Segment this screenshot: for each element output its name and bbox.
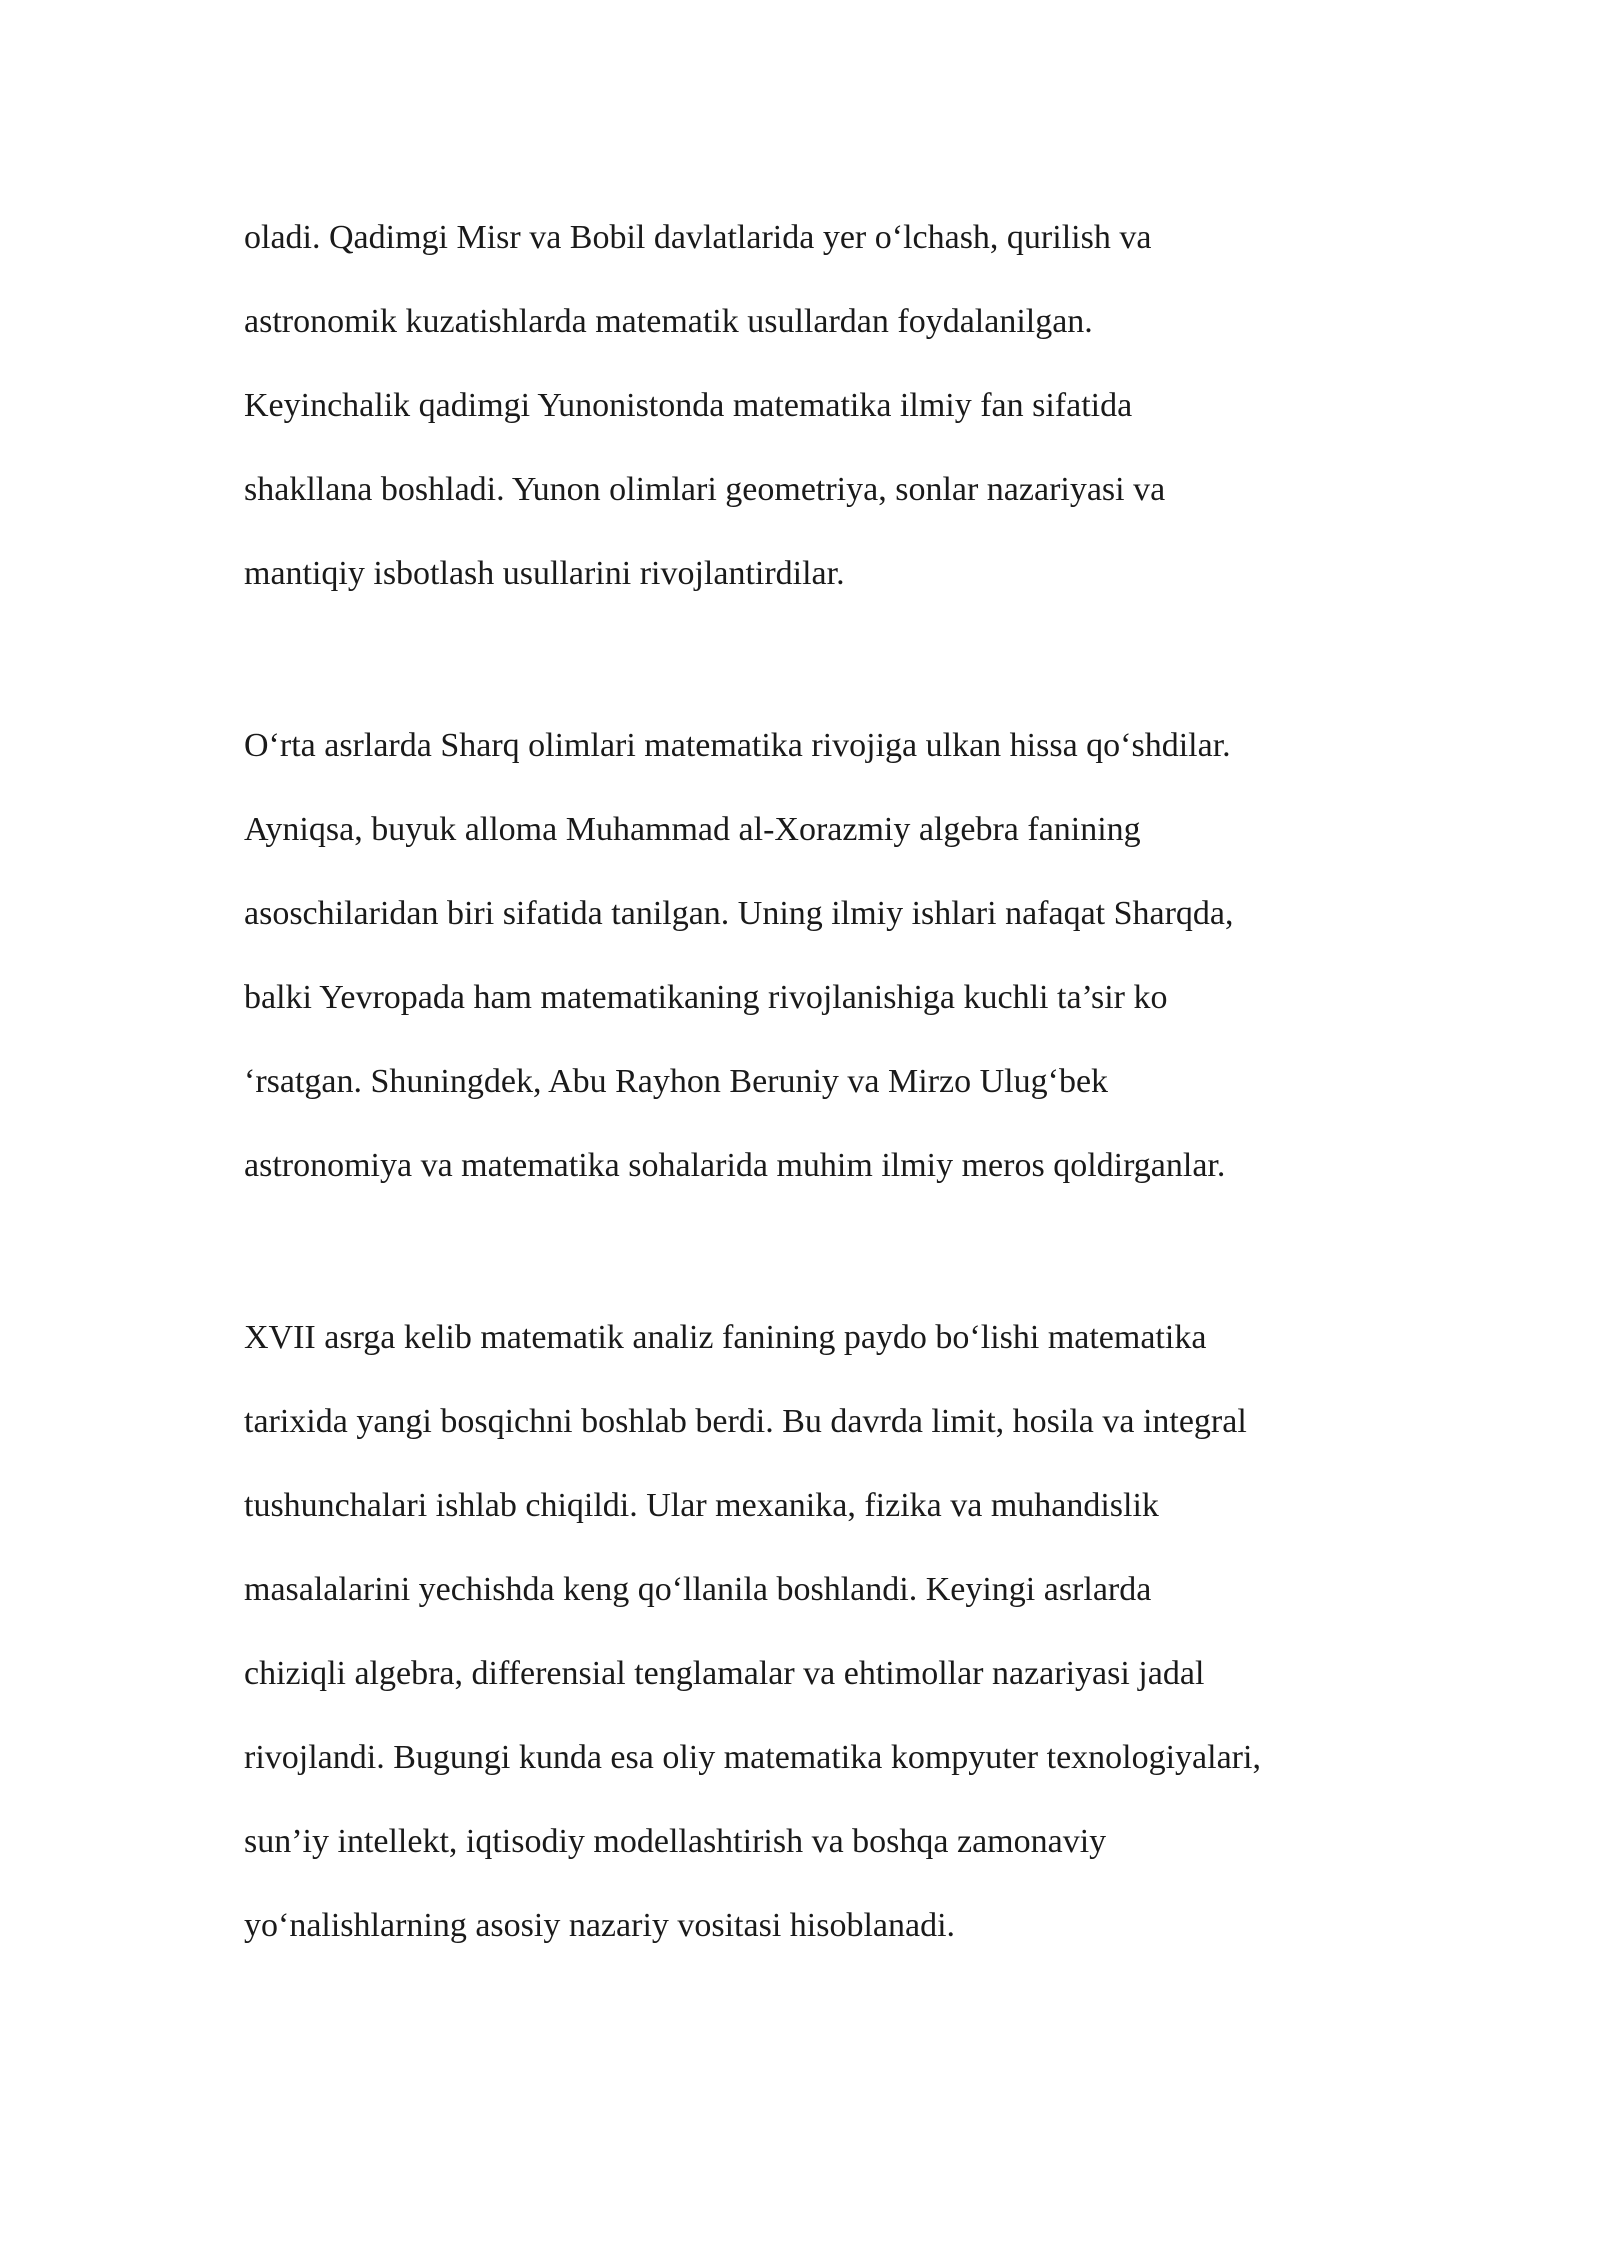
text-line: XVII asrga kelib matematik analiz fanining paydo bo‘lishi matematika — [244, 1319, 1207, 1356]
text-line: rivojlandi. Bugungi kunda esa oliy matematika kompyuter texnologiyalari, — [244, 1739, 1261, 1776]
text-line: sun’iy intellekt, iqtisodiy modellashtirish va boshqa zamonaviy — [244, 1823, 1107, 1860]
text-line: oladi. Qadimgi Misr va Bobil davlatlarida yer o‘lchash, qurilish va — [244, 219, 1152, 256]
text-line: asoschilaridan biri sifatida tanilgan. Uning ilmiy ishlari nafaqat Sharqda, — [244, 895, 1234, 932]
text-line: Ayniqsa, buyuk alloma Muhammad al-Xorazmiy algebra fanining — [244, 811, 1141, 848]
text-line: tushunchalari ishlab chiqildi. Ular mexanika, fizika va muhandislik — [244, 1487, 1159, 1524]
text-line: Keyinchalik qadimgi Yunonistonda matematika ilmiy fan sifatida — [244, 387, 1133, 424]
text-line: yo‘nalishlarning asosiy nazariy vositasi hisoblanadi. — [244, 1907, 956, 1944]
text-line: mantiqiy isbotlash usullarini rivojlantirdilar. — [244, 555, 845, 592]
text-line: chiziqli algebra, differensial tenglamalar va ehtimollar nazariyasi jadal — [244, 1655, 1205, 1692]
text-line: shakllana boshladi. Yunon olimlari geometriya, sonlar nazariyasi va — [244, 471, 1166, 508]
paragraph — [244, 196, 1384, 616]
text-line: tarixida yangi bosqichni boshlab berdi. Bu davrda limit, hosila va integral — [244, 1403, 1247, 1440]
text-line: O‘rta asrlarda Sharq olimlari matematika rivojiga ulkan hissa qo‘shdilar. — [244, 727, 1231, 764]
paragraph — [244, 1296, 1384, 1968]
paragraph — [244, 704, 1384, 1208]
text-line: ‘rsatgan. Shuningdek, Abu Rayhon Beruniy va Mirzo Ulug‘bek — [244, 1063, 1109, 1100]
text-line: balki Yevropada ham matematikaning rivojlanishiga kuchli ta’sir ko — [244, 979, 1168, 1016]
text-line: masalalarini yechishda keng qo‘llanila boshlandi. Keyingi asrlarda — [244, 1571, 1152, 1608]
text-line: astronomik kuzatishlarda matematik usullardan foydalanilgan. — [244, 303, 1093, 340]
text-line: astronomiya va matematika sohalarida muhim ilmiy meros qoldirganlar. — [244, 1147, 1226, 1184]
